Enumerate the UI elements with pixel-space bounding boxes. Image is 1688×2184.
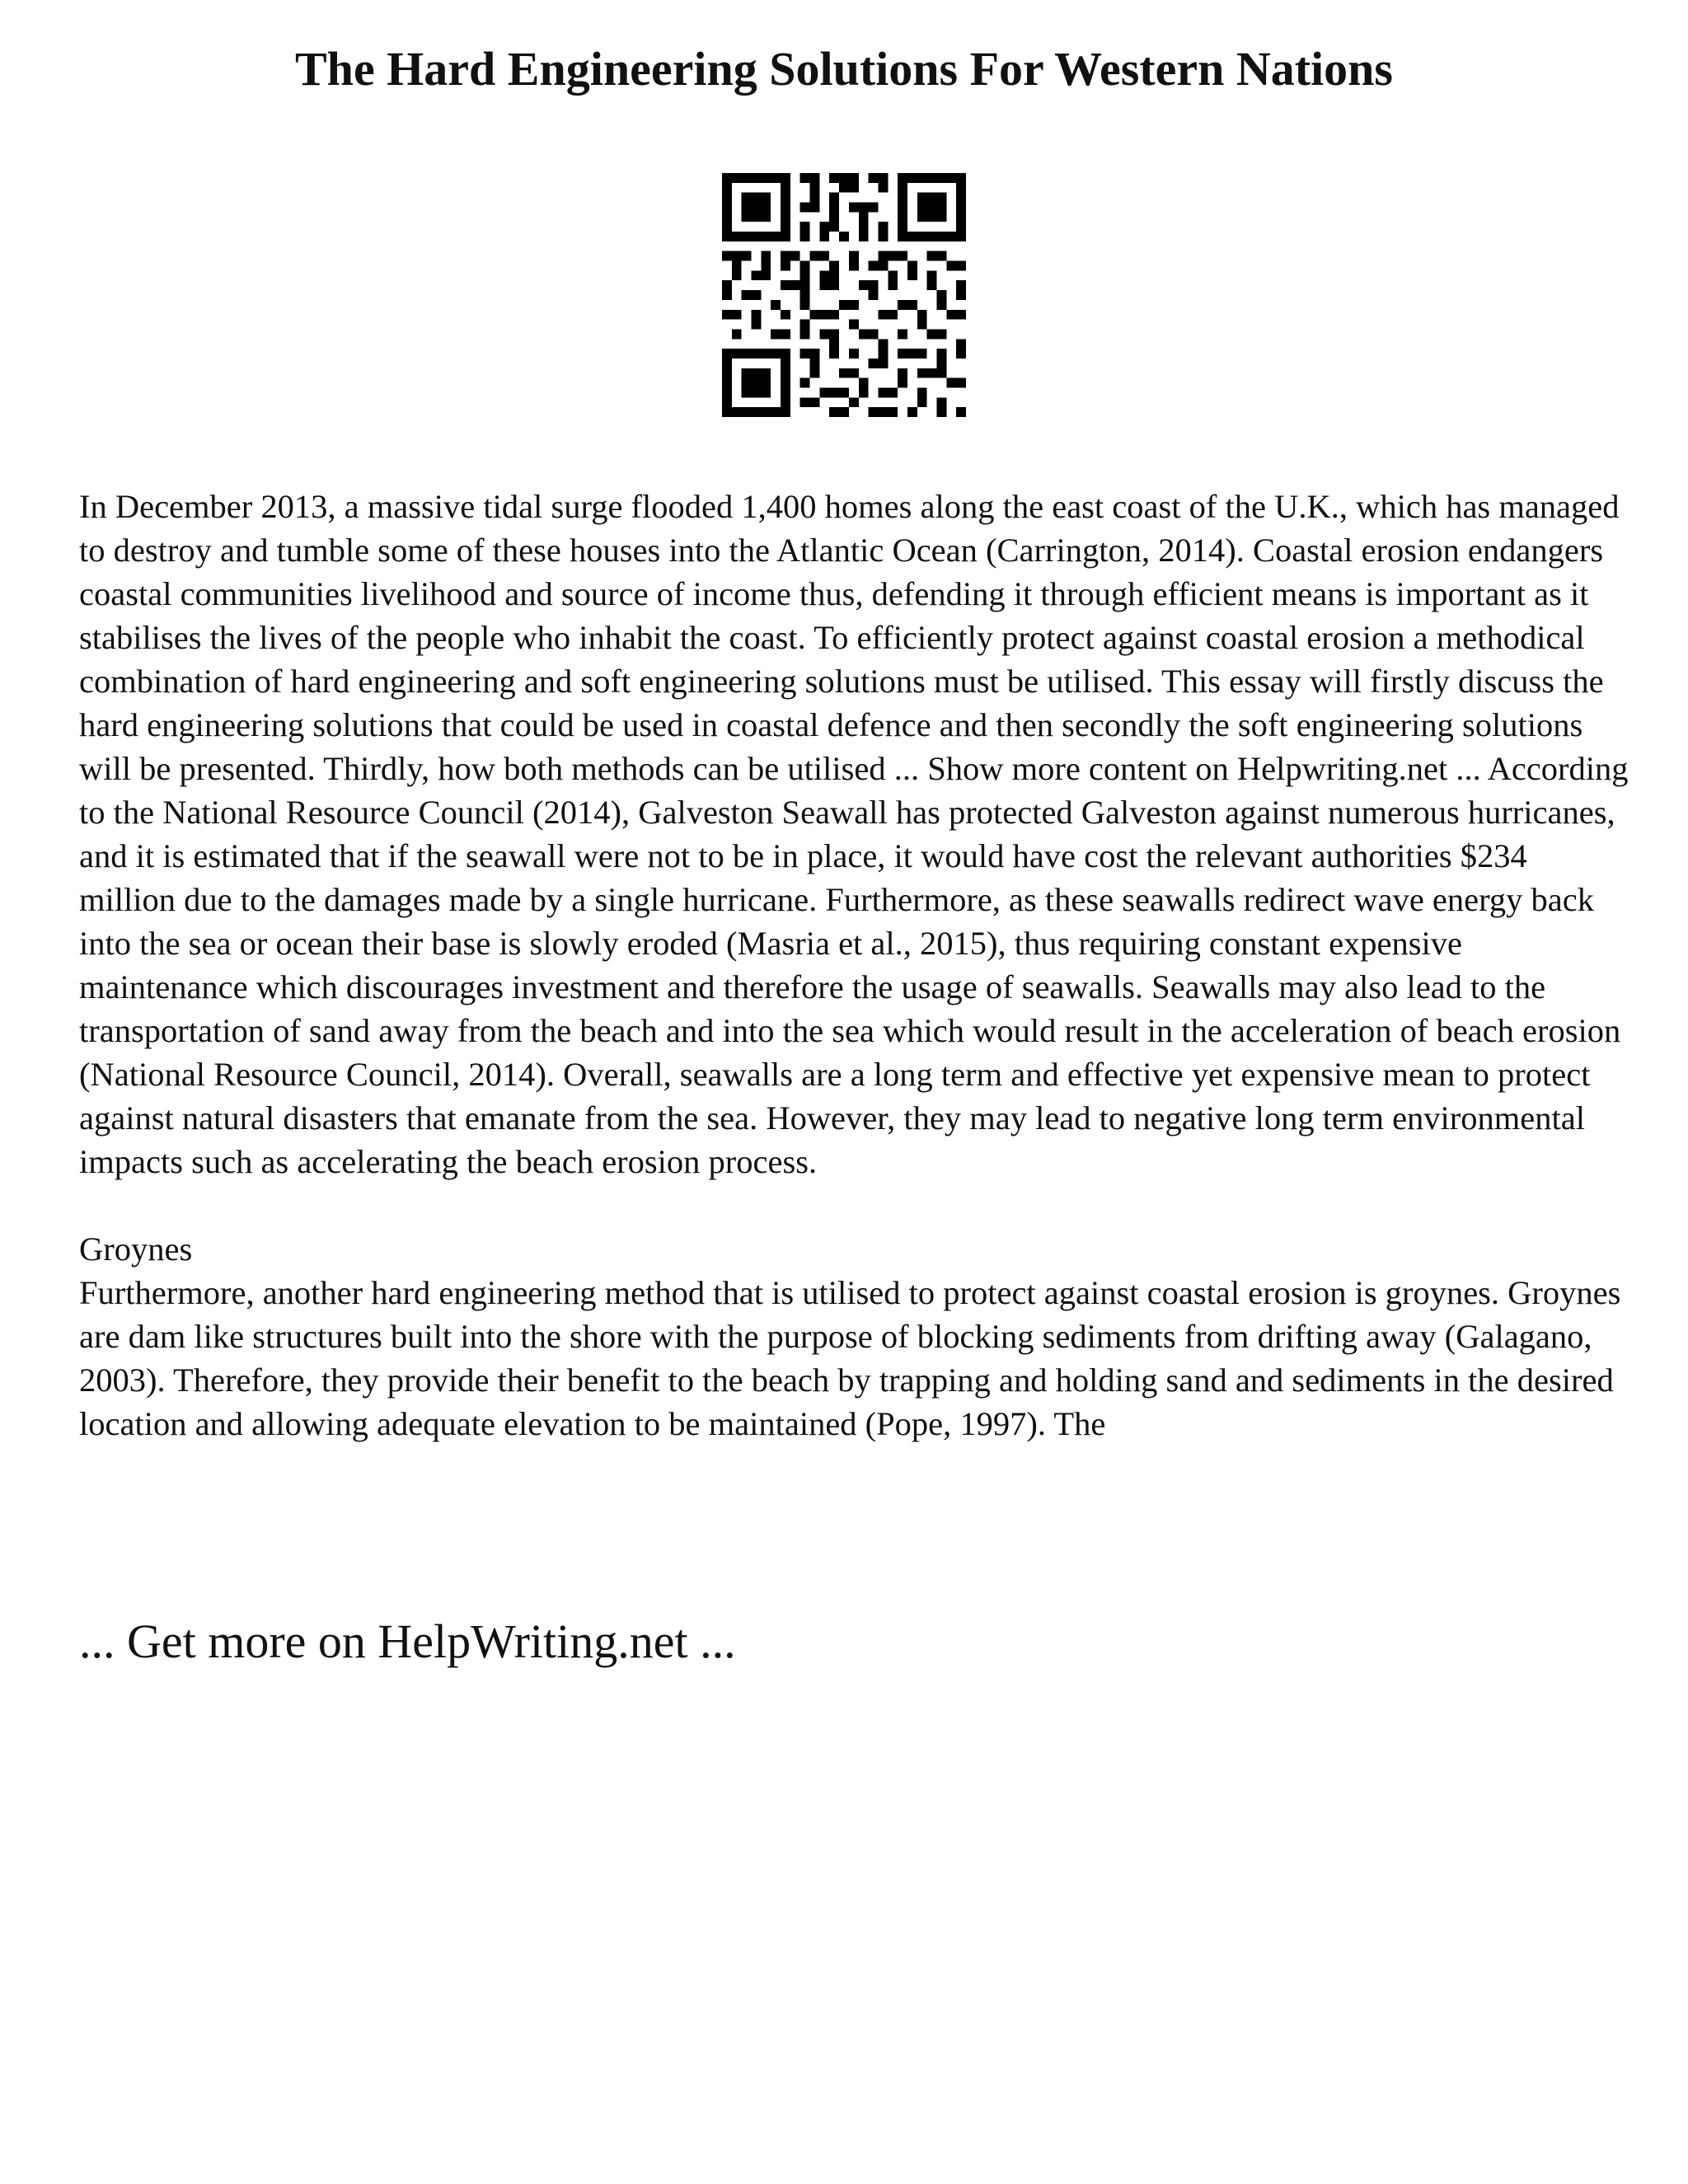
paragraph-intro: In December 2013, a massive tidal surge flooded 1,400 homes along the east coast of the U.K., which has managed to destroy and tumble some of these houses into the Atlantic Ocean (Carrington, 2014). Coastal erosion endangers coastal communities livelihood and source of income thus, defending it through efficient means is important as it stabilises the lives of the people who inhabit the coast. To efficiently protect against coastal erosion a methodical combination of hard engineering and soft engineering solutions must be utilised. This essay will firstly discuss the hard engineering solutions that could be used in coastal defence and then secondly the soft engineering solutions will be presented. Thirdly, how both methods can be utilised ... Show more content on Helpwriting.net ... According to the National Resource Council (2014), Galveston Seawall has protected Galveston against numerous hurricanes, and it is estimated that if the seawall were not to be in place, it would have cost the relevant authorities $234 million due to the damages made by a single hurricane. Furthermore, as these seawalls redirect wave energy back into the sea or ocean their base is slowly eroded (Masria et al., 2015), thus requiring constant expensive maintenance which discourages investment and therefore the usage of seawalls. Seawalls may also lead to the transportation of sand away from the beach and into the sea which would result in the acceleration of beach erosion (National Resource Council, 2014). Overall, seawalls are a long term and effective yet expensive mean to protect against natural disasters that emanate from the sea. However, they may lead to negative long term environmental impacts such as accelerating the beach erosion process.	[79, 488, 1629, 1180]
essay-body	[79, 485, 1629, 1446]
document-title: The Hard Engineering Solutions For Western Nations	[295, 42, 1393, 96]
section-heading-groynes: Groynes	[79, 1230, 193, 1268]
qr-code-icon	[722, 173, 966, 417]
get-more-link[interactable]: ... Get more on HelpWriting.net ...	[79, 1615, 736, 1668]
paragraph-spacer	[79, 1183, 1629, 1227]
paragraph-groynes: Furthermore, another hard engineering method that is utilised to protect against coastal erosion is groynes. Groynes are dam like structures built into the shore with the purpose of blocking sediments from drifting away (Galagano, 2003). Therefore, they provide their benefit to the beach by trapping and holding sand and sediments in the desired location and allowing adequate elevation to be maintained (Pope, 1997). The	[79, 1274, 1621, 1442]
qr-code-graphic	[722, 173, 966, 417]
